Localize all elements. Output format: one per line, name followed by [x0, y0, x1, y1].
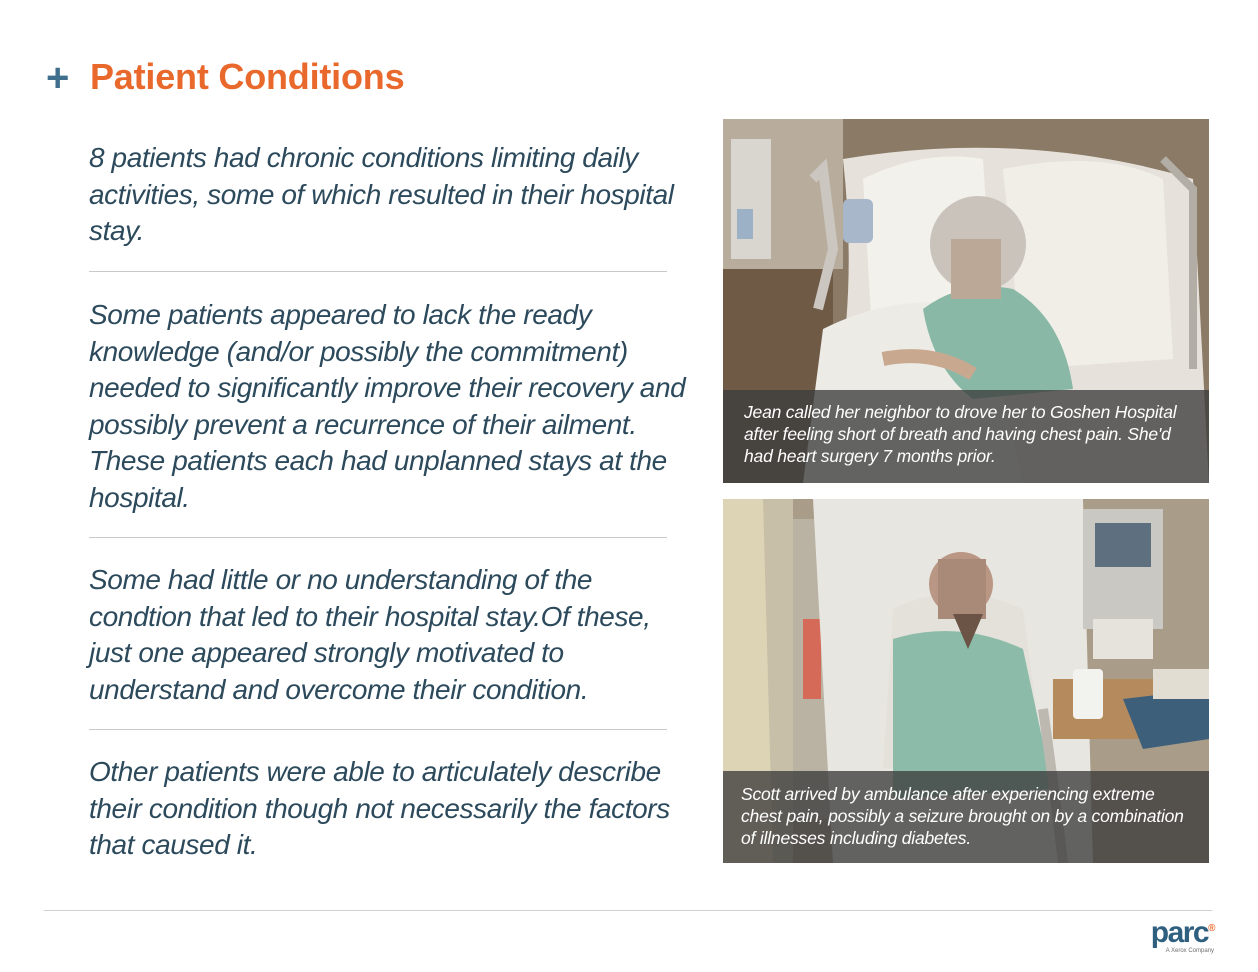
plus-bullet-icon: + [46, 56, 70, 100]
finding-paragraph: 8 patients had chronic conditions limiting daily activities, some of which resulted in their hospital stay. [89, 142, 674, 246]
divider [89, 271, 667, 272]
photo-caption: Scott arrived by ambulance after experiencing extreme chest pain, possibly a seizure brought on by a combination of illnesses including diabetes. [723, 771, 1209, 863]
patient-photo-scott [723, 499, 1209, 863]
photo-caption: Jean called her neighbor to drove her to Goshen Hospital after feeling short of breath and having chest pain. She'd had heart surgery 7 months prior. [723, 390, 1209, 483]
page-title: Patient Conditions [90, 56, 405, 97]
divider [89, 729, 667, 730]
finding-paragraph: Some had little or no understanding of the condtion that led to their hospital stay.Of these, just one appeared strongly motivated to understand and overcome their condition. [89, 564, 651, 705]
logo-tagline: A Xerox Company [1165, 948, 1214, 954]
footer-divider [44, 910, 1212, 911]
divider [89, 537, 667, 538]
patient-photo-jean [723, 119, 1209, 483]
parc-logo [1151, 914, 1214, 955]
logo-wordmark: parc [1150, 916, 1209, 949]
logo-dot-icon: ® [1208, 923, 1214, 934]
finding-paragraph: Other patients were able to articulately describe their condition though not necessarily the factors that caused it. [89, 756, 670, 860]
finding-paragraph: Some patients appeared to lack the ready knowledge (and/or possibly the commitment) needed to significantly improve their recovery and possibly prevent a recurrence of their ailment. These patients each had unplanned stays at the hospital. [89, 299, 686, 513]
